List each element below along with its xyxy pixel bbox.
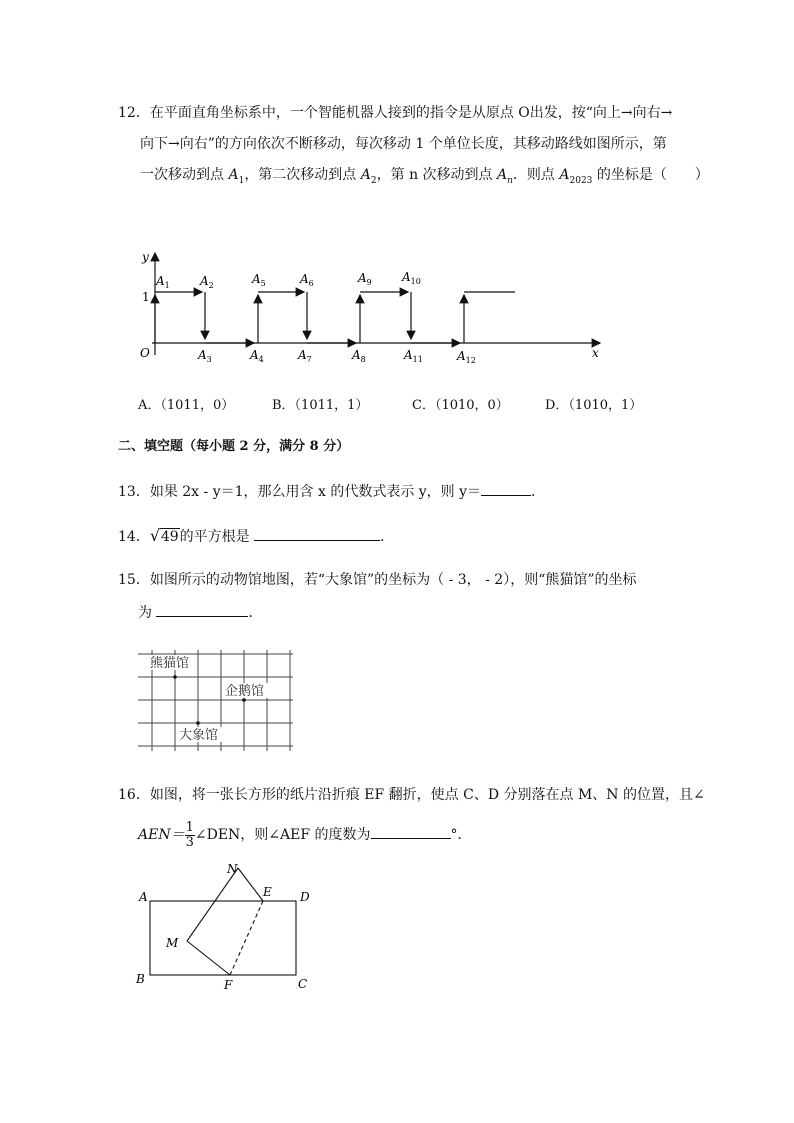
q13: 13．如果 2x - y＝1，那么用含 x 的代数式表示 y，则 y＝ ． — [118, 481, 545, 501]
q14-answer-blank[interactable] — [254, 526, 380, 541]
x-axis-label: x — [592, 346, 599, 360]
point-label-a2: $A_2$ — [200, 274, 214, 290]
unit-one-label: 1 — [142, 290, 150, 304]
elephant-house-label: 大象馆 — [179, 728, 219, 743]
segment-mf — [187, 941, 230, 975]
q12-line3: 一次移动到点 $A_1$，第二次移动到点 $A_2$，第 n 次移动到点 $A_n$．则点 $A_{2023}$ 的坐标是（ ） — [140, 167, 709, 186]
q15-line2: 为 ． — [138, 602, 262, 622]
point-label-a6: $A_6$ — [300, 272, 314, 288]
point-label-a1: $A_1$ — [156, 274, 170, 290]
section-heading: 二、填空题（每小题 2 分，满分 8 分） — [118, 439, 350, 454]
label-n: N — [227, 862, 238, 876]
q16-answer-blank[interactable] — [371, 824, 451, 839]
segment-en — [238, 868, 263, 901]
point-label-a8: $A_8$ — [352, 348, 366, 364]
label-d: D — [300, 890, 310, 904]
option-a[interactable]: A．（1011，0） — [138, 398, 235, 413]
q15-answer-blank[interactable] — [156, 602, 248, 617]
elephant-house-point — [196, 721, 200, 725]
q13-answer-blank[interactable] — [481, 481, 531, 496]
point-label-a12: $A_{12}$ — [457, 349, 476, 365]
zoo-map-grid — [138, 650, 298, 756]
label-m: M — [166, 936, 179, 950]
q12-line1: 12．在平面直角坐标系中，一个智能机器人接到的指令是从原点 O出发，按“向上→向右→ — [118, 105, 673, 121]
origin-label: O — [140, 346, 150, 360]
label-e: E — [263, 885, 272, 899]
point-label-a4: $A_4$ — [250, 348, 264, 364]
q16-line2: AEN＝ $\frac{1}{3}$ ∠DEN，则∠AEF 的度数为 °． — [138, 819, 472, 850]
fraction-one-third: $\frac{1}{3}$ — [185, 819, 194, 850]
q12-line2: 向下→向右”的方向依次不断移动，每次移动 1 个单位长度，其移动路线如图所示，第 — [140, 136, 667, 152]
option-d[interactable]: D．（1010，1） — [545, 398, 643, 413]
point-label-a11: $A_{11}$ — [404, 348, 423, 364]
option-c[interactable]: C．（1010，0） — [412, 398, 509, 413]
q12-number: 12． — [118, 105, 150, 121]
label-a: A — [139, 890, 148, 904]
point-label-a9: $A_9$ — [358, 271, 372, 287]
label-c: C — [298, 977, 308, 991]
option-b[interactable]: B．（1011，1） — [272, 398, 369, 413]
folded-rectangle-figure — [130, 855, 320, 995]
panda-house-point — [173, 675, 177, 679]
penguin-house-label: 企鹅馆 — [225, 684, 265, 699]
radical-sign-icon: √ — [149, 526, 161, 545]
point-label-a3: $A_3$ — [198, 348, 212, 364]
panda-house-label: 熊猫馆 — [150, 656, 190, 671]
robot-path-figure — [130, 245, 620, 370]
fold-line-ef — [230, 901, 263, 975]
point-label-a10: $A_{10}$ — [402, 270, 421, 286]
q15-line1: 15．如图所示的动物馆地图，若“大象馆”的坐标为（ - 3， - 2），则“熊猫馆”的坐标 — [118, 572, 637, 588]
sqrt-49: √ 49 — [149, 526, 179, 545]
q16-line1: 16．如图，将一张长方形的纸片沿折痕 EF 翻折，使点 C、D 分别落在点 M、N 的位置，且∠ — [118, 787, 705, 803]
q14: 14． √ 49的平方根是 ． — [118, 526, 395, 545]
label-b: B — [136, 972, 145, 986]
point-label-a7: $A_7$ — [298, 348, 312, 364]
point-label-a5: $A_5$ — [252, 272, 266, 288]
segment-nm — [187, 868, 238, 941]
label-f: F — [224, 978, 233, 992]
y-axis-label: y — [142, 250, 149, 264]
